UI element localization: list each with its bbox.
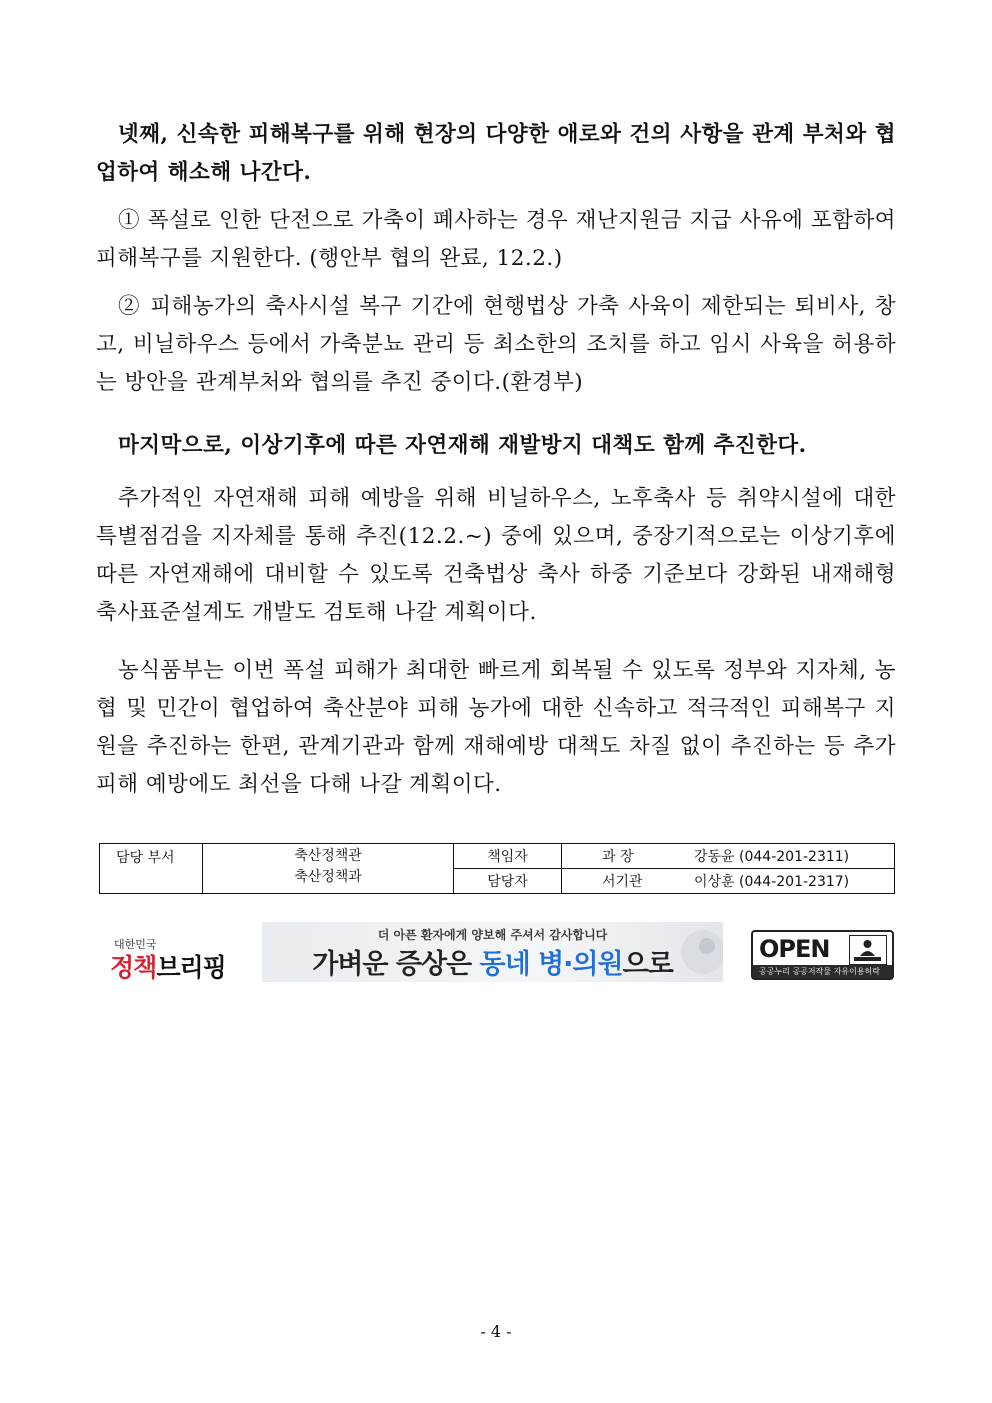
paragraph-item-1: ① 폭설로 인한 단전으로 가축이 폐사하는 경우 재난지원금 지급 사유에 포함하여 피해복구를 지원한다. (행안부 협의 완료, 12.2.) [96, 208, 896, 271]
banner-title: 가벼운 증상은 동네 병·의원으로 [312, 949, 673, 980]
paragraph-item-2: ② 피해농가의 축사시설 복구 기간에 현행법상 가축 사육이 제한되는 퇴비사, 창고, 비닐하우스 등에서 가축분뇨 관리 등 최소한의 조치를 하고 임시 사육을 허용하는 방안을 관계부처와 협의를 추진 중이다.(환경부) [96, 294, 896, 395]
contact-table [99, 843, 895, 894]
person-cell [562, 844, 895, 869]
footer-logos [100, 922, 896, 984]
page-number: - 4 - [480, 1322, 512, 1341]
person-contact: 강동윤 (044-201-2311) [694, 849, 850, 865]
open-license-caption: 공공누리 공공저작물 자유이용허락 [753, 965, 892, 978]
banner-decoration-icon [663, 922, 723, 982]
table-row [100, 844, 895, 869]
role-cell: 담당자 [454, 869, 562, 894]
open-license-badge [751, 930, 894, 980]
dept-label-cell: 담당 부서 [100, 844, 203, 894]
policy-briefing-logo [110, 932, 230, 982]
dept-cell [203, 844, 454, 894]
logo-main-text: 정책브리핑 [110, 953, 226, 982]
person-contact: 이상훈 (044-201-2317) [694, 874, 850, 890]
logo-small-text: 대한민국 [114, 938, 157, 951]
person-cell [562, 869, 895, 894]
attribution-icon [849, 935, 887, 965]
dept-line-1: 축산정책관 [294, 848, 362, 864]
paragraph-prevention: 추가적인 자연재해 피해 예방을 위해 비닐하우스, 노후축사 등 취약시설에 대한 특별점검을 지자체를 통해 추진(12.2.~) 중에 있으며, 중장기적으로는 이상기후에 따른 자연재해에 대비할 수 있도록 건축법상 축사 하중 기준보다 강화된 내재해형 축사표준설계도 개발도 검토해 나갈 계획이다. [96, 486, 896, 625]
section-heading-last: 마지막으로, 이상기후에 따른 자연재해 재발방지 대책도 함께 추진한다. [118, 433, 807, 458]
open-text: OPEN [759, 935, 830, 963]
position-label: 서기관 [602, 874, 643, 890]
paragraph-conclusion: 농식품부는 이번 폭설 피해가 최대한 빠르게 회복될 수 있도록 정부와 지자체, 농협 및 민간이 협업하여 축산분야 피해 농가에 대한 신속하고 적극적인 피해복구 지원을 추진하는 한편, 관계기관과 함께 재해예방 대책도 차질 없이 추진하는 등 추가 피해 예방에도 최선을 다해 나갈 계획이다. [96, 658, 896, 797]
role-cell: 책임자 [454, 844, 562, 869]
campaign-banner [262, 922, 723, 982]
banner-subtitle: 더 아픈 환자에게 양보해 주셔서 감사합니다 [377, 928, 608, 942]
dept-line-2: 축산정책과 [294, 869, 362, 885]
position-label: 과 장 [602, 849, 634, 865]
section-heading-fourth: 넷째, 신속한 피해복구를 위해 현장의 다양한 애로와 건의 사항을 관계 부처와 협업하여 해소해 나간다. [96, 122, 896, 185]
